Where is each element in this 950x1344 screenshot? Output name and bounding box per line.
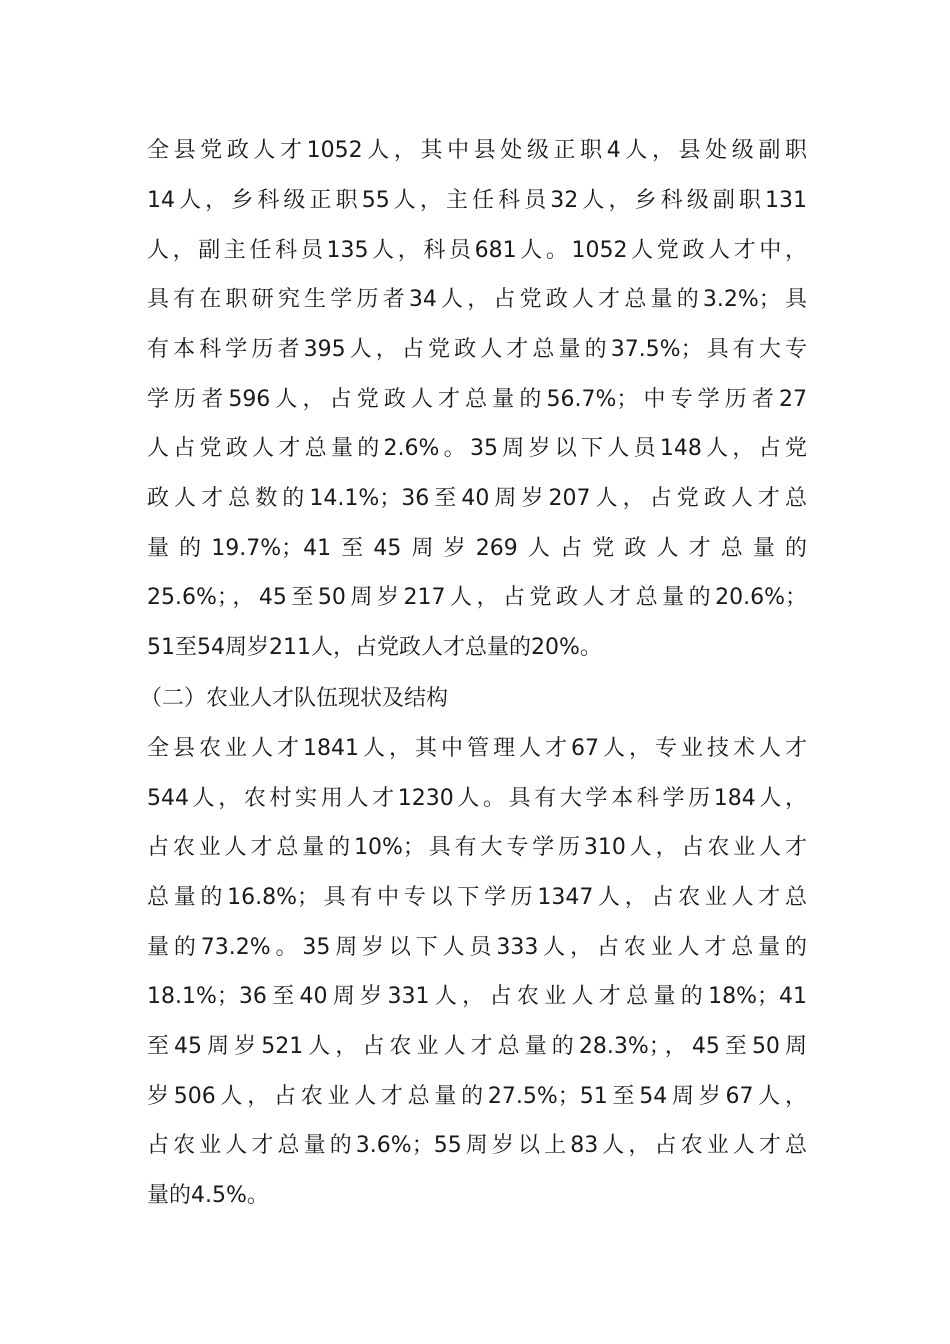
paragraph-line: 人，副主任科员135人，科员681人。1052人党政人才中， — [147, 238, 807, 263]
paragraph-line: 占农业人才总量的3.6%；55周岁以上83人，占农业人才总 — [147, 1133, 807, 1158]
paragraph-line: 岁506人，占农业人才总量的27.5%；51至54周岁67人， — [147, 1084, 807, 1109]
paragraph-line: 全县党政人才1052人，其中县处级正职4人，县处级副职 — [147, 138, 807, 163]
paragraph-line: 具有在职研究生学历者34人，占党政人才总量的3.2%；具 — [147, 287, 807, 312]
paragraph-line: 量的4.5%。 — [147, 1183, 269, 1208]
paragraph-line: 25.6%；，45至50周岁217人，占党政人才总量的20.6%； — [147, 585, 807, 610]
paragraph-line: 量的19.7%；41至45周岁269人占党政人才总量的 — [147, 536, 807, 561]
paragraph-line: 总量的16.8%；具有中专以下学历1347人，占农业人才总 — [147, 885, 807, 910]
paragraph-line: 至45周岁521人，占农业人才总量的28.3%；，45至50周 — [147, 1034, 807, 1059]
paragraph-line: 有本科学历者395人，占党政人才总量的37.5%；具有大专 — [147, 337, 807, 362]
paragraph-line: 14人，乡科级正职55人，主任科员32人，乡科级副职131 — [147, 188, 807, 213]
paragraph-line: 人占党政人才总量的2.6%。35周岁以下人员148人，占党 — [147, 436, 807, 461]
paragraph-line: 51至54周岁211人，占党政人才总量的20%。 — [147, 635, 602, 660]
paragraph-line: 18.1%；36至40周岁331人，占农业人才总量的18%；41 — [147, 984, 807, 1009]
paragraph-line: 全县农业人才1841人，其中管理人才67人，专业技术人才 — [147, 736, 807, 761]
paragraph-line: 占农业人才总量的10%；具有大专学历310人，占农业人才 — [147, 835, 807, 860]
paragraph-line: 544人，农村实用人才1230人。具有大学本科学历184人， — [147, 786, 807, 811]
paragraph-line: 政人才总数的14.1%；36至40周岁207人，占党政人才总 — [147, 486, 807, 511]
paragraph-line: 学历者596人，占党政人才总量的56.7%；中专学历者27 — [147, 387, 807, 412]
paragraph-line: 量的73.2%。35周岁以下人员333人，占农业人才总量的 — [147, 935, 807, 960]
section-heading: （二）农业人才队伍现状及结构 — [140, 686, 449, 711]
